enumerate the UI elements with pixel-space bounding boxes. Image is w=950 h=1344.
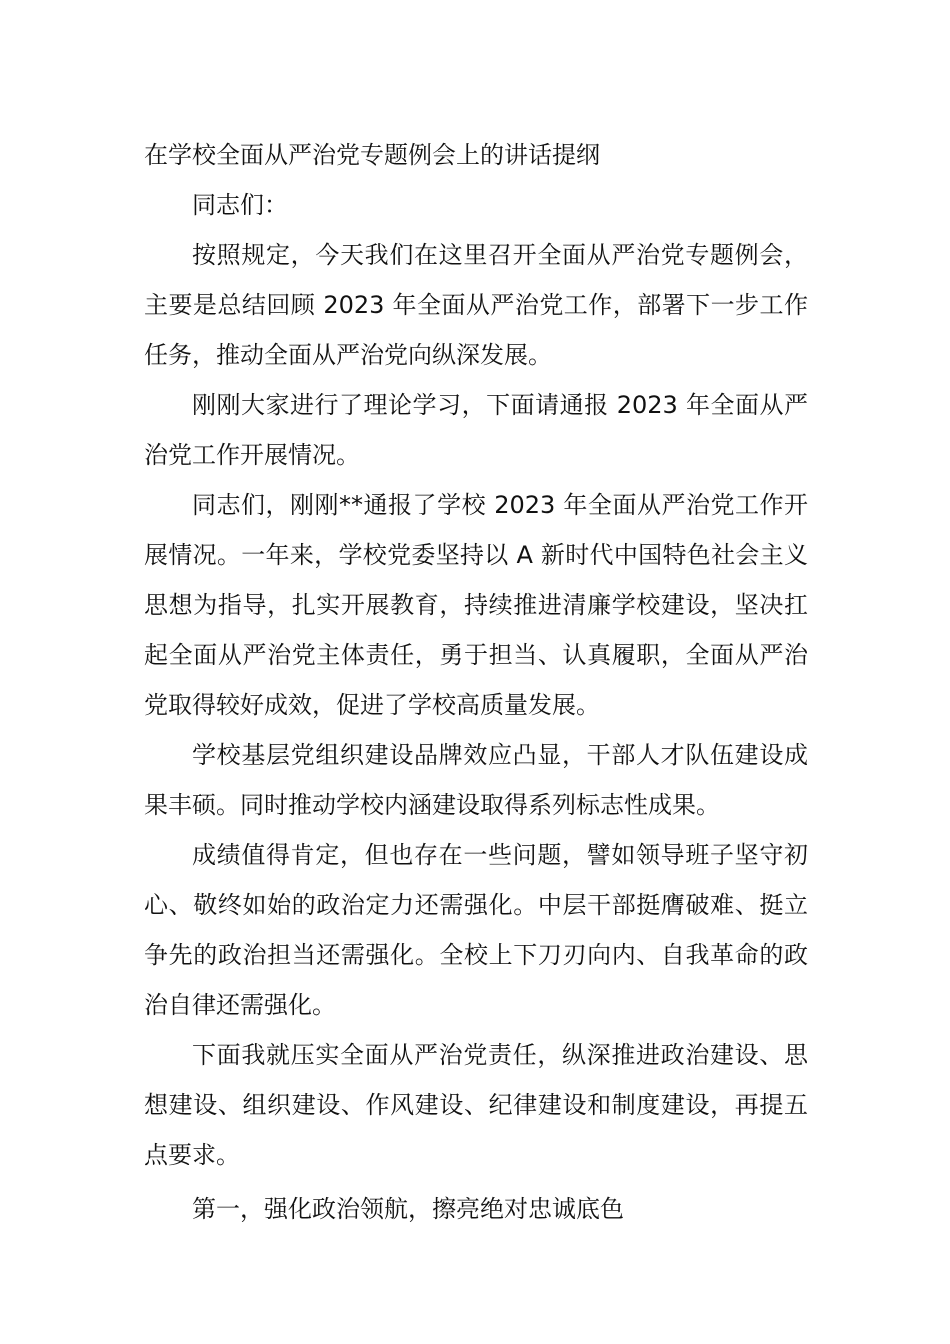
paragraph: 下面我就压实全面从严治党责任，纵深推进政治建设、思想建设、组织建设、作风建设、纪律建设和制度建设，再提五点要求。 xyxy=(144,1041,808,1169)
paragraph: 刚刚大家进行了理论学习，下面请通报 2023 年全面从严治党工作开展情况。 xyxy=(144,391,808,469)
section-heading: 第一，强化政治领航，擦亮绝对忠诚底色 xyxy=(192,1195,624,1223)
paragraph: 同志们，刚刚**通报了学校 2023 年全面从严治党工作开展情况。一年来，学校党委坚持以 A 新时代中国特色社会主义思想为指导，扎实开展教育，持续推进清廉学校建设，坚决扛起全面从严治党主体责任，勇于担当、认真履职，全面从严治党取得较好成效，促进了学校高质量发展。 xyxy=(144,491,808,719)
salutation: 同志们： xyxy=(192,191,288,219)
paragraph: 学校基层党组织建设品牌效应凸显，干部人才队伍建设成果丰硕。同时推动学校内涵建设取得系列标志性成果。 xyxy=(144,741,808,819)
paragraph: 按照规定，今天我们在这里召开全面从严治党专题例会，主要是总结回顾 2023 年全面从严治党工作，部署下一步工作任务，推动全面从严治党向纵深发展。 xyxy=(144,241,808,369)
paragraph: 成绩值得肯定，但也存在一些问题，譬如领导班子坚守初心、敬终如始的政治定力还需强化。中层干部挺膺破难、挺立争先的政治担当还需强化。全校上下刀刃向内、自我革命的政治自律还需强化。 xyxy=(144,841,808,1019)
document-title: 在学校全面从严治党专题例会上的讲话提纲 xyxy=(144,141,600,169)
document-body xyxy=(144,130,808,1234)
